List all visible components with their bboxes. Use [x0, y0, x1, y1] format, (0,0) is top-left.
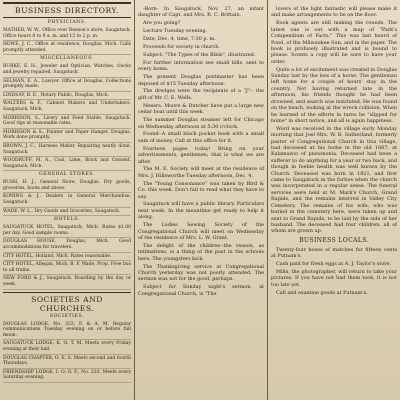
- news-item: The dredges were the recipients of a "J"-- the gift of Mr. C. E. Wells.: [138, 88, 264, 101]
- business-locals-heading: BUSINESS LOCALS.: [299, 236, 369, 244]
- news-and-locals-column: [268, 0, 400, 400]
- news-item: Proceeds for society in church.: [143, 44, 220, 51]
- news-item: Subject for Sunday night's sermon, at Congregational Church, is "The: [138, 284, 264, 297]
- divider: [3, 17, 131, 18]
- divider: [3, 292, 131, 293]
- news-item: Are you going?: [143, 20, 181, 27]
- news-item: Subject: "The Types of the Bible", illustrated.: [143, 51, 256, 58]
- directory-entry: WALTERS & F., Cabinet Makers and Undertakers. Saugatuck, Mich.: [3, 100, 131, 114]
- directory-entry: CITY HOTEL, Holland, Mich. Rates reasonable.: [3, 253, 131, 262]
- news-item: The present Douglas postmaster has been deposed of $15 Tuesday afternoon.: [138, 74, 264, 87]
- directory-entry: DOUGLAS CHAPTER, O. E. S. Meets second and fourth Thursdays.: [3, 355, 131, 369]
- news-item: Messrs. Moore & Dutcher have put a large new cedar boat until this week.: [138, 102, 264, 116]
- directory-entry: WOODRUFF, M. A., Coal, Lime, Brick and Cement. Saugatuck, Mich.: [3, 157, 131, 171]
- physicians-heading: PHYSICIANS.: [47, 20, 87, 25]
- directory-entry: NEW FORD & J., Saugatuck. Boarding by the day or week.: [3, 275, 131, 289]
- news-item: The "Young Consonance" was taken by Bird & Co. this week. Don't fail to read what they have to say.: [138, 180, 264, 200]
- news-item: The Ladies Sewing Society of the Congregational Church will meet on Wednesday of the residence of Mrs. L. W. Grant.: [138, 222, 264, 241]
- directory-entry: DOUGLAS HOUSE, Douglas, Mich. Good accommodations for travelers.: [3, 238, 131, 252]
- directory-entry: MORRISON & S., Painter and Paper Hanger, Douglas. Work done promptly.: [3, 129, 131, 143]
- news-item: Lecture Tuesday evening.: [143, 28, 208, 35]
- news-item: Saugatuck will have a public library. Particulars next week. In the meantime get ready to help it along.: [138, 201, 264, 221]
- societies-heading: SOCIETIES AND CHURCHES.: [31, 294, 103, 313]
- news-item: Book agents are still making the rounds. The latest one is out with a map of "Park's Compendium of Facts." This was last heard of Pond, of the Milwaukee Sun, and in the paper. The book is profusely illustrated and is bound to please. Scents a copy will be sure to have your order.: [271, 20, 397, 65]
- directory-entry: MATHER, W. W., Office over Benson's store, Saugatuck. Office hours 8 to 9 a. m. and 12 to 2 p. m.: [3, 27, 131, 41]
- directory-entry: KONING & J., Dealers in General Merchandise, Saugatuck.: [3, 193, 131, 207]
- news-item: The Thanksgiving service at Congregational Church yesterday was not poorly attended. The sermon was not for the good, perhaps.: [138, 263, 264, 283]
- directory-entry: BUSH, H. J., General Store, Douglas. Dry goods, groceries, boots and shoes.: [3, 179, 131, 193]
- directory-entry: WADE, W. L., Dry Goods and Groceries, Saugatuck.: [3, 208, 131, 217]
- news-item: Found--A small black pocket book with a small sum of money. Call at this office for it.: [138, 131, 264, 144]
- directory-entry: BROWN, J. C., Harness Maker. Repairing neatly done. Saugatuck.: [3, 143, 131, 157]
- news-item: lovers of the light fantastic will please make it and make arrangements to be on the floor.: [271, 6, 397, 19]
- directory-entry: SAUGATUCK HOTEL, Saugatuck, Mich. Rates $1.00 per day. Good sample rooms.: [3, 224, 131, 238]
- hotels-heading: HOTELS.: [54, 217, 80, 223]
- miscellaneous-heading: MISCELLANEOUS.: [40, 56, 94, 62]
- directory-entry: BURKE, E. H., Jeweler and Optician. Watches, clocks and jewelry repaired. Saugatuck.: [3, 63, 131, 77]
- local-news-column: [135, 0, 268, 400]
- general-stores-heading: GENERAL STORES.: [39, 172, 95, 178]
- directory-entry: DOUGLAS LODGE, No. 333, F. & A. M. Regular communications Tuesday evening on or before full moon.: [3, 321, 131, 341]
- business-local-item: Cash paid for fresh eggs at A. J. Taylor's store.: [276, 261, 392, 268]
- news-item: Quite a lot of excitement was created in Douglas Sunday last by the loss of a horse. The gentleman left home for a couple of hours' stay in the country. Not having returned late in the afternoon, his friends thought he had been drowned, and search was instituted. He was found on the beach, looking at the wreck collision. When he learned of the efforts in turns he "slipped for home" in short notice, and all is again happiness.: [271, 66, 397, 124]
- directory-entry: HOWE, J. C., Office at residence, Douglas, Mich. Calls promptly attended.: [3, 41, 131, 55]
- business-local-item: Mills, the photographer, will return to take your pictures. If you have not had them took, it is not too late yet.: [271, 268, 397, 288]
- directory-title: BUSINESS DIRECTORY.: [15, 6, 119, 15]
- societies-subheading: SOCIETIES.: [49, 313, 85, 319]
- news-item: For further information see small bills, sent to every home.: [138, 59, 264, 73]
- directory-entry: MORRISON, S., Livery and Feed Stable, Saugatuck. Good rigs at reasonable rates.: [3, 115, 131, 129]
- top-rule: [3, 2, 131, 4]
- directory-entry: SELMAN, E. A., Lawyer. Office at Douglas. Collections promptly made.: [3, 78, 131, 92]
- news-item: Date, Dec. 4, time, 7:30 p. m.: [143, 36, 216, 43]
- news-item: Fourteen pages today! Bring on your advertisements, gentlemen; that is what we are after.: [138, 145, 264, 165]
- news-item: The delight of the children--the reason, as intimations, is a thing of the past in the schools here. The youngsters kick.: [138, 242, 264, 262]
- business-local-item: Call and examine goods at Putnam's.: [276, 289, 368, 296]
- business-local-item: Twenty-four boxes of matches for fifteen cents at Putnam's.: [271, 246, 397, 260]
- directory-entry: SAUGATUCK LODGE, K. O. T. M. Meets every Friday evening at their hall.: [3, 340, 131, 354]
- news-item: The summer Douglas steamer left for Chicago on Wednesday afternoon at 5:30 o'clock.: [138, 117, 264, 130]
- news-item: -Born- In Saugatuck, Nov. 27, an infant daughter of Capt. and Mrs. R. C. Brittain.: [138, 6, 264, 19]
- directory-entry: CITY HOTEL, Allegan, Mich. B. F. Wade, Prop. Free bus to all trains.: [3, 261, 131, 275]
- directory-entry: LINDSAY, B. E., Notary Public, Douglas, Mich.: [3, 92, 131, 101]
- directory-entry: FRIENDSHIP LODGE, I. O. O. F., No. 233. Meets every Saturday evening.: [3, 369, 131, 383]
- business-directory-column: [0, 0, 135, 400]
- news-item: Word was received in the village early Monday morning that Joel Mrs. W. B. Sutherland, formerly pastor of Congregational Church in this village, had deceased at his home in the old 1887, at Kalamazoo of pneumonia. Deceased had been a sufferer to do anything for a year or two back, and though in feeble health was well known by the Church. Deceased was born in 1821, and first came to Saugatuck in the forties when the church was incorporated in a regular sense. The funeral services were held at M. Mark's Church, Grand Rapids, and the remains interred in Valley City Cemetery. The remains of his wife, who was buried in the cemetery here, were taken up and sent to Grand Rapids, to be laid by the side of her husband. The deceased had four children, all of whom are grown up.: [271, 125, 397, 235]
- news-item: The M. E. Society will meet at the residence of Mrs. J. Hillsworthe Tuesday afternoon, Dec. 4.: [138, 166, 264, 179]
